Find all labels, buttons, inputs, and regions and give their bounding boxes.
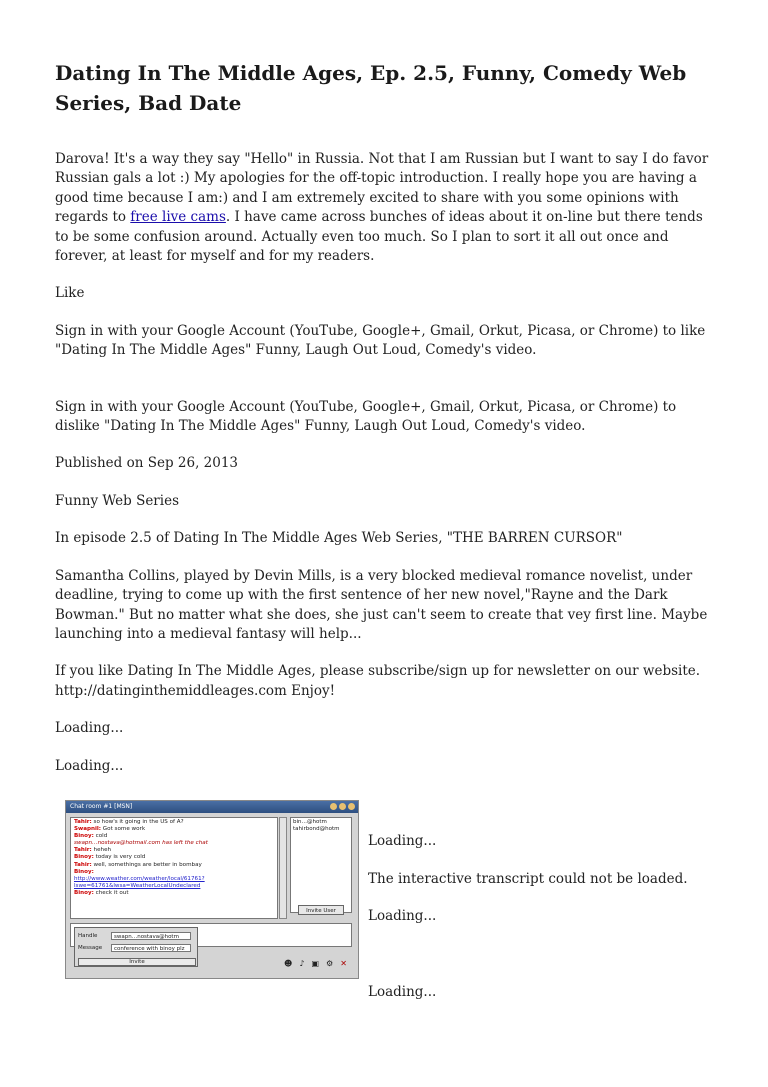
handle-field: swapn…nostava@hotm — [111, 932, 191, 940]
transcript-error: The interactive transcript could not be loaded. — [368, 871, 688, 887]
sign-in-dislike-text: Sign in with your Google Account (YouTube, Google+, Gmail, Orkut, Picasa, or Chrome) to dislike "Dating In The Middle Ages" Funny, Laugh Out Loud, Comedy's video. — [55, 398, 677, 435]
user-list-item: bin…@hotm — [293, 819, 327, 825]
chat-line: Binoy: check it out — [74, 889, 129, 896]
webcam-icon: ▣ — [311, 959, 320, 968]
intro-text-1: Darova! It's a way they say "Hello" in Russia. Not that I am Russian but I want to say I do favor Russian gals a lot :) My apologies for the off-topic introduction. I really hope you are having a good time because I am:) and I am extremely excited to share with you some opinions with regards to — [55, 151, 709, 226]
user-list-item: tahirbond@hotm — [293, 826, 340, 832]
emoticon-icon: ☻ — [284, 959, 293, 968]
loading-text-1: Loading... — [55, 720, 124, 737]
like-label: Like — [55, 285, 85, 302]
subscribe-text: If you like Dating In The Middle Ages, please subscribe/sign up for newsletter on our website. http://datinginthemiddleages.com Enjoy! — [55, 663, 701, 699]
maximize-icon — [339, 803, 346, 810]
published-date: Published on Sep 26, 2013 — [55, 455, 239, 472]
window-buttons — [328, 803, 355, 815]
chat-log — [70, 817, 278, 919]
media-section — [55, 800, 715, 1000]
chat-line: Tahir: well, somethings are better in bombay — [74, 861, 202, 868]
episode-line: In episode 2.5 of Dating In The Middle Ages Web Series, "THE BARREN CURSOR" — [55, 530, 623, 547]
chat-titlebar — [66, 801, 358, 813]
sign-in-like-text: Sign in with your Google Account (YouTube, Google+, Gmail, Orkut, Picasa, or Chrome) to like "Dating In The Middle Ages" Funny, Laugh Out Loud, Comedy's video. — [55, 322, 706, 359]
settings-icon: ⚙ — [326, 959, 334, 968]
loading-text-2: Loading... — [55, 757, 124, 774]
chat-line: Binoy: cold — [74, 833, 108, 840]
invite-panel — [74, 927, 198, 967]
loading-text-c: Loading... — [368, 984, 437, 1000]
chat-window-image — [65, 800, 359, 979]
chat-line: Binoy: today is very cold — [74, 854, 146, 861]
sound-icon: ♪ — [299, 959, 305, 968]
handle-label: Handle — [78, 933, 98, 939]
message-field: conference with binoy plz — [111, 944, 191, 952]
minimize-icon — [330, 803, 337, 810]
loading-text-b: Loading... — [368, 908, 437, 924]
user-list — [290, 817, 352, 913]
intro-paragraph — [55, 150, 715, 266]
category-label: Funny Web Series — [55, 492, 179, 509]
chat-toolbar — [284, 959, 354, 968]
loading-text-a: Loading... — [368, 833, 437, 849]
article — [55, 58, 715, 794]
page-title: Dating In The Middle Ages, Ep. 2.5, Funny, Comedy Web Series, Bad Date — [55, 61, 687, 115]
chat-line: http://www.weather.com/weather/local/61761?lswe=61761&lwsa=WeatherLocalUndeclared — [74, 875, 205, 889]
chat-line: swapn…nostava@hotmail.com has left the chat — [74, 840, 208, 847]
close-icon — [348, 803, 355, 810]
chat-line: Swapnil: Got some work — [74, 826, 146, 833]
invite-button: Invite — [78, 958, 196, 966]
chat-title: Chat room #1 [MSN] — [70, 803, 133, 810]
close-chat-icon: ✕ — [340, 959, 347, 968]
synopsis: Samantha Collins, played by Devin Mills, is a very blocked medieval romance novelist, under deadline, trying to come up with the first sentence of her new novel,"Rayne and the Dark Bowman." But no matter what she does, she just can't seem to create that vey first line. Maybe launching into a medieval fantasy will help... — [55, 567, 708, 642]
chat-line: Tahir: heheh — [74, 847, 112, 854]
invite-user-button: Invite User — [298, 905, 344, 915]
intro-text-2: . I have came across bunches of ideas about it on-line but there tends to be some confusion around. Actually even too much. So I plan to sort it all out once and forever, at least for myself and for my readers. — [55, 209, 703, 265]
message-label: Message — [78, 945, 103, 951]
chat-line: Tahir: so how's it going in the US of A? — [74, 819, 184, 825]
chat-line: Binoy: — [74, 868, 94, 875]
free-live-cams-link[interactable]: free live cams — [130, 209, 226, 226]
chat-scrollbar — [279, 817, 287, 919]
